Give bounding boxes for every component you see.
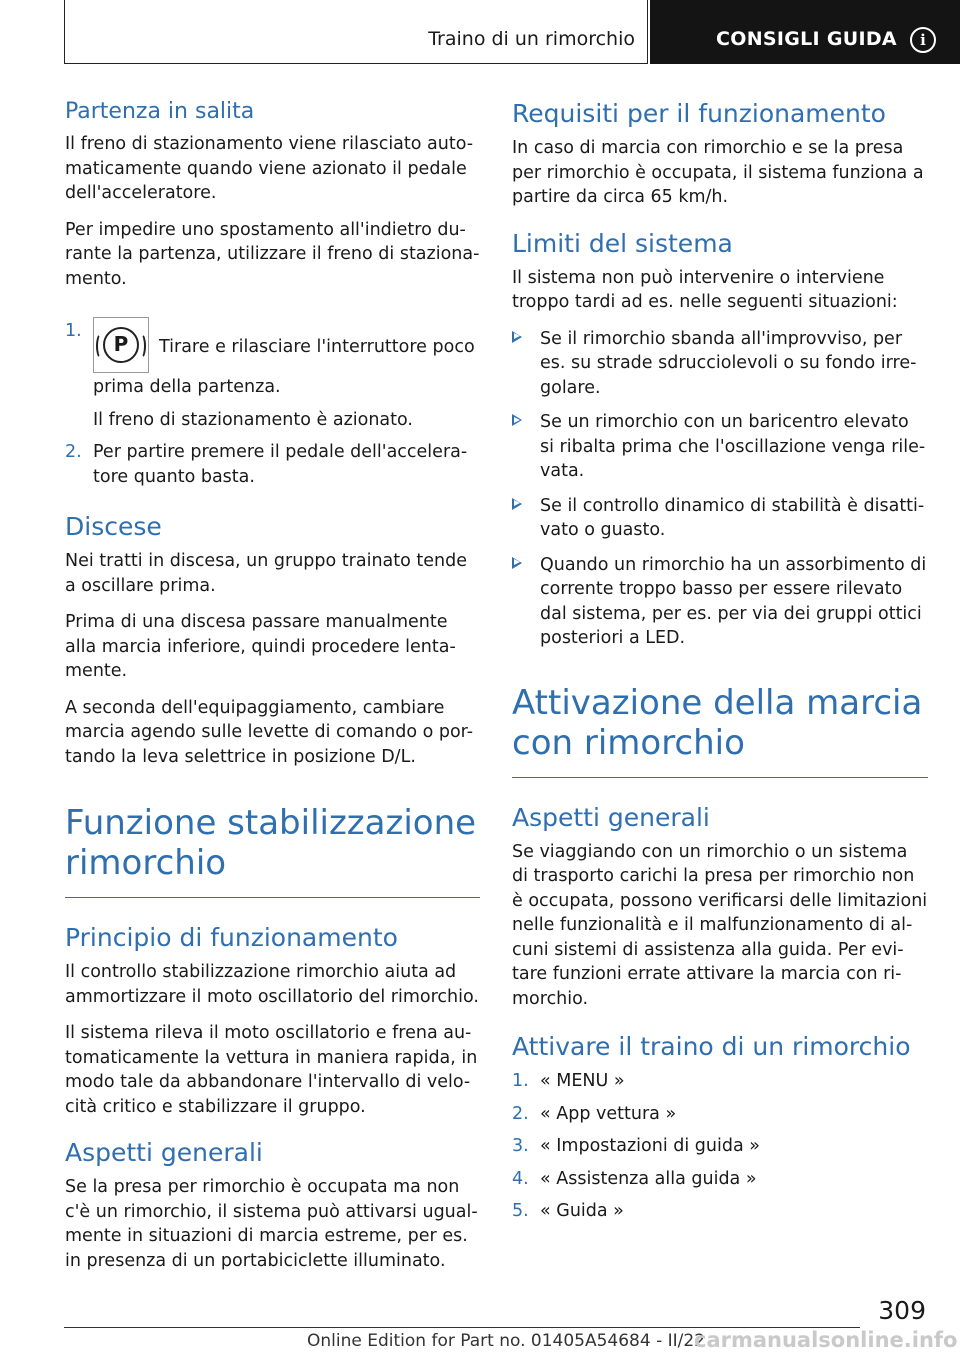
step-text: Tirare e rilasciare l'interruttore poco prima della partenza. (93, 337, 475, 397)
section-title: Traino di un rimorchio (428, 28, 635, 50)
list-item (65, 440, 480, 489)
steps-list (65, 319, 480, 489)
paragraph: Se viaggiando con un rimorchio o un sistema di trasporto carichi la presa per rimorchio non è occupata, possono verificarsi delle limitazioni nelle funzionalità e il malfunzionamento di al-cuni sistemi di assistenza alla guida. Per evi-tare funzioni errate attivare la marcia con ri-morchio. (512, 841, 928, 1009)
heading-partenza: Partenza in salita (65, 99, 255, 124)
paragraph: Nei tratti in discesa, un gruppo trainato tende a oscillare prima. (65, 551, 467, 596)
parking-brake-icon (93, 317, 149, 373)
list-item: Se un rimorchio con un baricentro elevato si ribalta prima che l'oscillazione venga rile-vata. (512, 410, 928, 484)
list-item (65, 319, 480, 432)
paragraph: Il controllo stabilizzazione rimorchio aiuta ad ammortizzare il moto oscillatorio del rimorchio. (65, 962, 479, 1007)
list-item: 1. « MENU » (512, 1071, 625, 1091)
section-tab (64, 0, 648, 64)
paragraph: In caso di marcia con rimorchio e se la presa per rimorchio è occupata, il sistema funziona a partire da circa 65 km/h. (512, 138, 924, 207)
divider (65, 897, 480, 898)
heading-discese: Discese (65, 512, 162, 541)
paragraph: Per impedire uno spostamento all'indietro du-rante la partenza, utilizzare il freno di staziona-mento. (65, 219, 480, 289)
bullet-list (512, 327, 928, 651)
list-item: 2. « App vettura » (512, 1103, 677, 1124)
step-number: 2. (65, 442, 82, 462)
list-item: 5. « Guida » (512, 1201, 624, 1221)
heading-aspetti-generali: Aspetti generali (512, 802, 710, 832)
menu-steps-list (512, 1069, 928, 1224)
divider (512, 777, 928, 778)
paragraph: Prima di una discesa passare manualmente alla marcia inferiore, quindi procedere lenta-mente. (65, 612, 456, 681)
chapter-heading-stabilizzazione: Funzione stabilizzazione rimorchio (65, 803, 477, 883)
chapter-tab (650, 0, 960, 64)
parking-brake-letter: P (113, 332, 129, 356)
bullet-triangle-icon (512, 498, 522, 510)
list-item: 4. « Assistenza alla guida » (512, 1168, 757, 1189)
heading-aspetti: Aspetti generali (65, 1138, 263, 1167)
bullet-triangle-icon (512, 557, 522, 569)
chapter-title: CONSIGLI GUIDA (716, 28, 897, 50)
page-number: 309 (878, 1296, 926, 1325)
paragraph: Il sistema non può intervenire o interviene troppo tardi ad es. nelle seguenti situazioni: (512, 267, 898, 312)
step-number: 1. (65, 321, 82, 341)
bullet-triangle-icon (512, 414, 522, 426)
paragraph: Se la presa per rimorchio è occupata ma non c'è un rimorchio, il sistema può attivarsi ugual-mente in situazioni di marcia estreme, per es. in presenza di un portabiciclette illuminato. (65, 1177, 478, 1271)
watermark-text: carmanualsonline.info (694, 1328, 958, 1352)
heading-principio: Principio di funzionamento (65, 923, 398, 952)
heading-attivare: Attivare il traino di un rimorchio (512, 1032, 911, 1061)
left-column (65, 98, 480, 1285)
info-icon: i (910, 27, 936, 53)
list-item: Se il rimorchio sbanda all'improvviso, per es. su strade sdrucciolevoli o su fondo irre-golare. (512, 327, 928, 401)
heading-limiti: Limiti del sistema (512, 228, 733, 258)
page-header (64, 0, 960, 66)
paragraph: Il freno di stazionamento viene rilasciato auto-maticamente quando viene azionato il pedale dell'acceleratore. (65, 134, 474, 203)
heading-requisiti: Requisiti per il funzionamento (512, 99, 886, 128)
step-text: Per partire premere il pedale dell'accelera-tore quanto basta. (93, 442, 468, 487)
right-column (512, 98, 928, 1232)
paragraph: Il sistema rileva il moto oscillatorio e frena au-tomaticamente la vettura in maniera rapida, in modo tale da abbandonare l'intervallo di velo-cità critico e stabilizzare il gruppo. (65, 1023, 478, 1117)
chapter-heading-attivazione: Attivazione della marcia con rimorchio (512, 682, 923, 763)
bullet-triangle-icon (512, 331, 522, 343)
list-item: Se il controllo dinamico di stabilità è disatti-vato o guasto. (512, 494, 928, 543)
list-item: Quando un rimorchio ha un assorbimento di corrente troppo basso per essere rilevato dal sistema, per es. per via dei gruppi ottici posteriori a LED. (512, 553, 928, 651)
edition-text: Online Edition for Part no. 01405A54684 - II/22 (307, 1331, 706, 1351)
list-item: 3. « Impostazioni di guida » (512, 1136, 760, 1156)
paragraph: A seconda dell'equipaggiamento, cambiare marcia agendo sulle levette di comando o por-tando la leva selettrice in posizione D/L. (65, 697, 474, 767)
step-subtext: Il freno di stazionamento è azionato. (93, 409, 413, 430)
